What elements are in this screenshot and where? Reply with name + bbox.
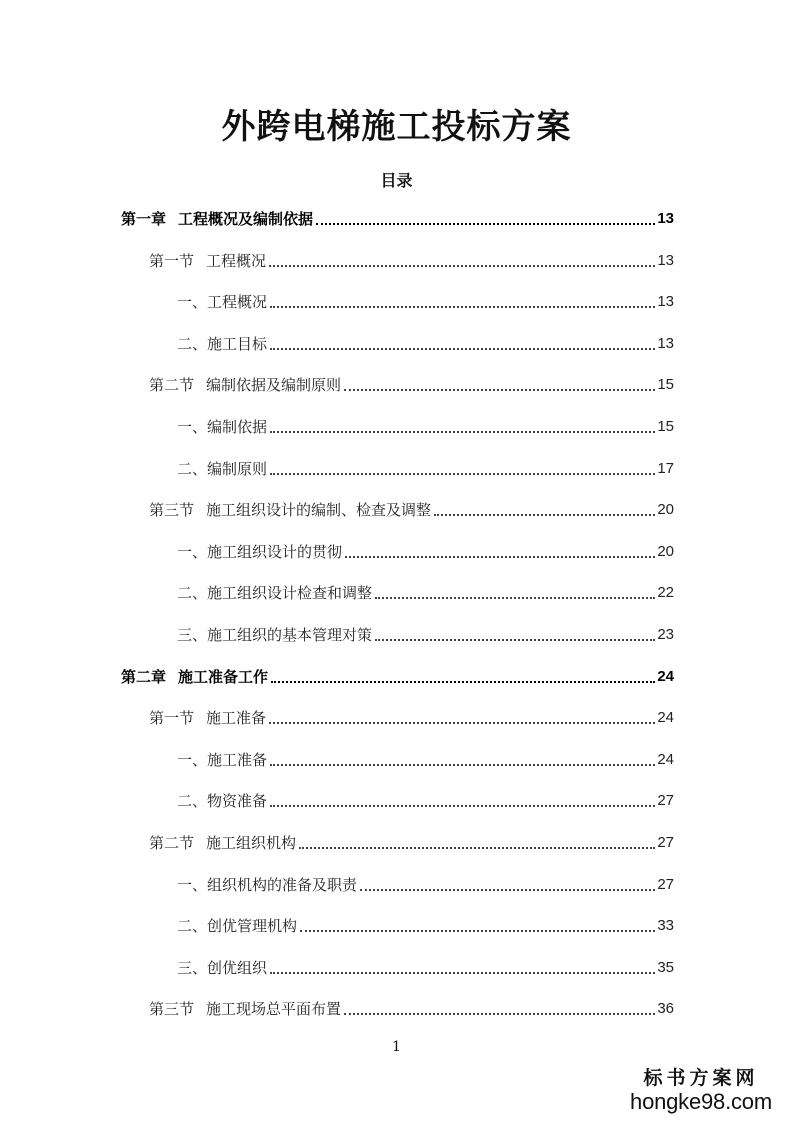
toc-entry-text: 工程概况 [206,252,267,270]
toc-dot-leader [270,431,655,433]
toc-entry-number: 第二章 [121,668,167,686]
toc-entry[interactable] [149,830,674,854]
toc-dot-leader [269,722,655,724]
toc-dot-leader [344,389,655,391]
toc-entry-text: 一、施工准备 [177,751,268,769]
toc-page-number: 24 [657,751,674,768]
toc-dot-leader [316,223,655,225]
toc-entry-label [149,832,296,854]
toc-entry-number: 第一节 [149,252,195,270]
toc-entry[interactable] [177,456,674,480]
toc-entry[interactable] [177,414,674,438]
toc-entry[interactable] [177,913,674,937]
toc-entry-label [149,707,266,729]
toc-entry-label [177,915,297,937]
toc-page-number: 13 [657,252,674,269]
toc-entry-text: 施工准备工作 [178,668,269,686]
toc-entry[interactable] [177,622,674,646]
toc-entry-text: 一、组织机构的准备及职责 [177,876,358,894]
page-number: 1 [392,1039,401,1055]
toc-entry[interactable] [177,955,674,979]
toc-entry[interactable] [149,497,674,521]
toc-entry[interactable] [149,705,674,729]
toc-entry-text: 一、编制依据 [177,418,268,436]
toc-page-number: 20 [657,543,674,560]
toc-dot-leader [375,639,655,641]
toc-dot-leader [270,473,655,475]
toc-entry-text: 编制依据及编制原则 [206,376,342,394]
toc-entry-text: 二、编制原则 [177,460,268,478]
toc-dot-leader [344,1013,655,1015]
toc-page-number: 22 [657,584,674,601]
toc-entry[interactable] [149,372,674,396]
toc-entry-text: 一、工程概况 [177,293,268,311]
toc-page-number: 13 [657,335,674,352]
toc-entry[interactable] [177,747,674,771]
toc-entry-number: 第一章 [121,210,167,228]
toc-entry-label [177,458,267,480]
toc-dot-leader [269,265,655,267]
toc-dot-leader [271,681,655,683]
toc-entry-number: 第一节 [149,709,195,727]
toc-page-number: 27 [657,792,674,809]
toc-entry-number: 第三节 [149,1000,195,1018]
toc-entry-number: 第二节 [149,834,195,852]
toc-entry[interactable] [121,206,674,230]
toc-dot-leader [270,764,655,766]
toc-dot-leader [270,306,655,308]
toc-entry[interactable] [149,996,674,1020]
toc-entry-label [149,998,341,1020]
toc-entry-label [149,499,431,521]
toc-page-number: 20 [657,501,674,518]
toc-entry-label [177,624,372,646]
toc-entry-label [121,208,313,230]
toc-page-number: 36 [657,1000,674,1017]
toc-entry-text: 二、物资准备 [177,792,268,810]
toc-entry[interactable] [177,872,674,896]
toc-page-number: 27 [657,834,674,851]
toc-dot-leader [300,930,655,932]
watermark-name: 标书方案网 [643,1067,759,1089]
toc-entry-text: 施工组织机构 [206,834,297,852]
toc-entry-label [177,416,267,438]
toc-page-number: 24 [657,668,674,685]
toc-dot-leader [270,348,655,350]
toc-entry-label [177,582,372,604]
toc-dot-leader [345,556,655,558]
toc-entry[interactable] [177,539,674,563]
toc-dot-leader [270,972,655,974]
toc-entry-text: 二、施工组织设计检查和调整 [177,584,373,602]
toc-entry-label [177,790,267,812]
toc-page-number: 24 [657,709,674,726]
toc-page-number: 23 [657,626,674,643]
toc-page-number: 15 [657,376,674,393]
toc-entry-label [177,874,357,896]
toc-entry-text: 施工准备 [206,709,267,727]
toc-entry-text: 三、施工组织的基本管理对策 [177,626,373,644]
toc-entry[interactable] [121,664,674,688]
toc-entry-text: 工程概况及编制依据 [178,210,314,228]
toc-entry[interactable] [177,289,674,313]
toc-dot-leader [270,805,655,807]
toc-entry[interactable] [177,331,674,355]
toc-dot-leader [360,889,655,891]
watermark-logo [621,1066,781,1114]
toc-dot-leader [375,597,655,599]
toc-entry-text: 二、创优管理机构 [177,917,298,935]
toc-page-number: 17 [657,460,674,477]
toc-entry-label [177,541,342,563]
toc-page-number: 15 [657,418,674,435]
toc-entry-label [149,374,341,396]
toc-entry-label [149,250,266,272]
toc-entry-label [177,749,267,771]
toc-entry[interactable] [149,248,674,272]
toc-page-number: 13 [657,210,674,227]
toc-dot-leader [434,514,655,516]
toc-entry-text: 施工组织设计的编制、检查及调整 [206,501,432,519]
toc-heading: 目录 [380,171,413,190]
toc-page-number: 13 [657,293,674,310]
toc-entry-text: 二、施工目标 [177,335,268,353]
toc-entry-label [177,291,267,313]
toc-page-number: 33 [657,917,674,934]
toc-entry[interactable] [177,580,674,604]
toc-entry-label [177,957,267,979]
watermark-url: hongke98.com [630,1089,772,1114]
toc-entry-number: 第二节 [149,376,195,394]
toc-entry-label [177,333,267,355]
toc-entry-label [121,666,268,688]
toc-page-number: 35 [657,959,674,976]
toc-entry-text: 施工现场总平面布置 [206,1000,342,1018]
toc-entry-text: 一、施工组织设计的贯彻 [177,543,343,561]
toc-entry-number: 第三节 [149,501,195,519]
toc-entry-text: 三、创优组织 [177,959,268,977]
toc-dot-leader [299,847,655,849]
toc-entry[interactable] [177,788,674,812]
document-title: 外跨电梯施工投标方案 [221,107,572,147]
toc-page-number: 27 [657,876,674,893]
